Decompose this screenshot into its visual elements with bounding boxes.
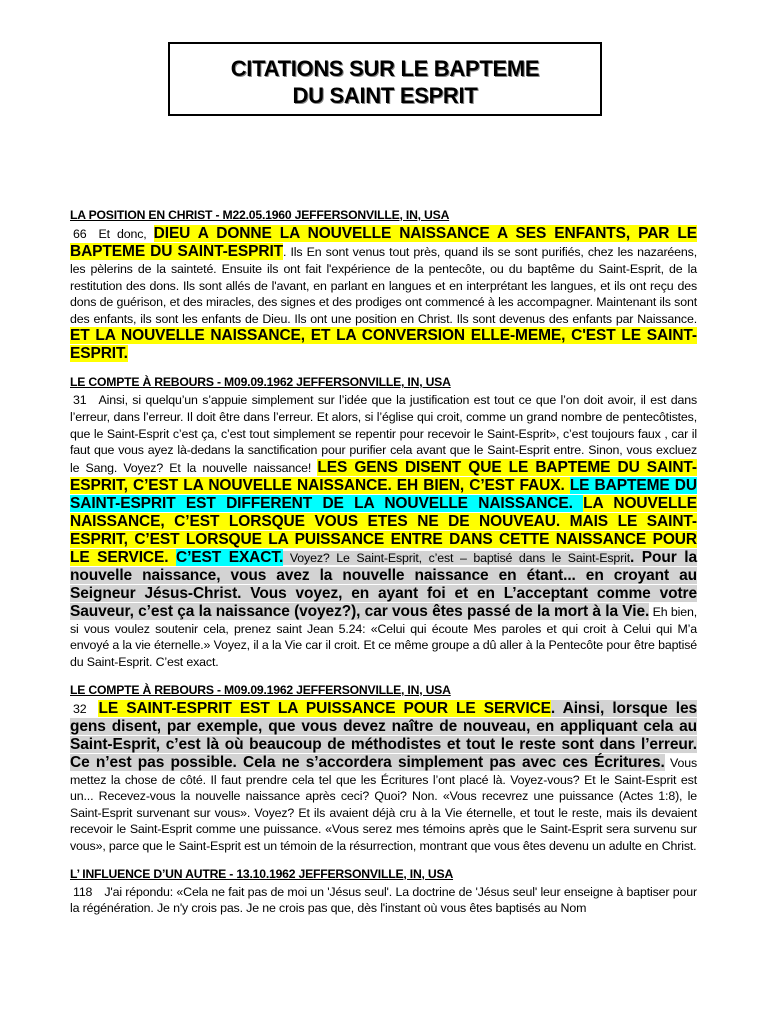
paragraph-text: J'ai répondu: «Cela ne fait pas de moi un 'Jésus seul'. La doctrine de 'Jésus seul' leur enseigne à baptiser pour la régénération. Je n'y crois pas. Je ne crois pas que, dès l'instant où vous êtes baptisés au Nom [70, 884, 697, 916]
quote-paragraph [70, 392, 697, 670]
highlighted-text: LA NOUVELLE NAISSANCE, C’EST LORSQUE VOUS ETES NE DE NOUVEAU. MAIS LE SAINT-ESPRIT, C’EST LORSQUE LA PUISSANCE ENTRE DANS CETTE NAISSANCE POUR LE SERVICE. [70, 494, 697, 566]
quote-paragraph [70, 225, 697, 363]
quote-section [70, 867, 697, 917]
paragraph-text: Et donc, [98, 227, 154, 241]
highlighted-text [573, 495, 583, 512]
quote-section [70, 375, 697, 670]
highlighted-text: Voyez? Le Saint-Esprit, c’est – baptisé dans le Saint-Esprit [283, 550, 631, 565]
highlighted-text: C’EST EXACT. [176, 548, 284, 566]
highlighted-text: LE BAPTEME DU SAINT-ESPRIT EST DIFFERENT DE LA NOUVELLE NAISSANCE. [70, 476, 697, 512]
paragraph-number: 31 [73, 393, 87, 408]
title-box [168, 42, 602, 116]
highlighted-text: . Ainsi, lorsque les gens disent, par exemple, que vous devez naître de nouveau, en appliquant cela au Saint-Esprit, c’est là où beaucoup de méthodistes et tout le reste sont dans l’erreur. Ce n’est pas possible. Cela ne s’accordera simplement pas avec ces Écritures. [70, 699, 697, 771]
section-heading: LA POSITION EN CHRIST - M22.05.1960 JEFFERSONVILLE, IN, USA [70, 208, 450, 222]
paragraph-number: 118 [73, 884, 93, 899]
highlighted-text: LE SAINT-ESPRIT EST LA PUISSANCE POUR LE SERVICE [98, 699, 551, 717]
document-body [70, 208, 697, 929]
paragraph-number: 66 [73, 227, 87, 241]
quote-section [70, 208, 697, 363]
paragraph-number: 32 [73, 701, 87, 716]
paragraph-text: Eh bien, si vous voulez soutenir cela, prenez saint Jean 5.24: «Celui qui écoute Mes paroles et qui croit à Celui qui M’a envoyé a la vie éternelle.» Voyez, il a la Vie car il croit. Et ce même groupe a dû aller à la Pentecôte pour être baptisé du Saint-Esprit. C’est exact. [70, 604, 697, 669]
quote-section [70, 683, 697, 855]
page-title-line-2: DU SAINT ESPRIT [292, 83, 478, 108]
section-heading: LE COMPTE À REBOURS - M09.09.1962 JEFFERSONVILLE, IN, USA [70, 375, 451, 390]
paragraph-text: Vous mettez la chose de côté. Il faut prendre cela tel que les Écritures l’ont placé là. Voyez-vous? Et le Saint-Esprit est un... Recevez-vous la nouvelle naissance après ceci? Quoi? Non. «Vous recevrez une puissance (Actes 1:8), le Saint-Esprit survenant sur vous». Voyez? Et ils avaient déjà cru à la Vie éternelle, et tout le reste, mais ils devaient recevoir le Saint-Esprit comme une puissance. «Vous serez mes témoins après que le Saint-Esprit sera survenu sur vous», parce que le Saint-Esprit est un témoin de la résurrection, montrant que vous êtes devenu un adulte en Christ. [70, 755, 697, 853]
paragraph-text: Ainsi, si quelqu’un s’appuie simplement sur l’idée que la justification est tout ce que l’on doit avoir, il est dans l’erreur, dans l’erreur. Il doit être dans l’erreur. Et alors, si l’église qui croit, comme un grand nombre de pentecôtistes, que le Saint-Esprit c’est ça, c’est tout simplement se repentir pour recevoir le Saint-Esprit», c’est toujours faux , car il faut que vous ayez là-dedans la sanctification pour purifier cela avant que le Saint-Esprit entre. Sinon, vous excluez le Sang. Voyez? Et la nouvelle naissance! [70, 393, 697, 475]
quote-paragraph [70, 700, 697, 855]
highlighted-text: LES GENS DISENT QUE LE BAPTEME DU SAINT-ESPRIT, C’EST LA NOUVELLE NAISSANCE. EH BIEN, C’EST FAUX. [70, 458, 697, 494]
highlighted-text: . Pour la nouvelle naissance, vous avez la nouvelle naissance en étant... en croyant au Seigneur Jésus-Christ. Vous voyez, en ayant foi et en L’acceptant comme votre Sauveur, c’est ça la naissance (voyez?), car vous êtes passé de la mort à la Vie. [70, 548, 697, 620]
highlighted-text: ET LA NOUVELLE NAISSANCE, ET LA CONVERSION ELLE-MEME, C'EST LE SAINT-ESPRIT. [70, 327, 697, 363]
section-heading: L’ INFLUENCE D’UN AUTRE - 13.10.1962 JEFFERSONVILLE, IN, USA [70, 866, 454, 881]
section-heading: LE COMPTE À REBOURS - M09.09.1962 JEFFERSONVILLE, IN, USA [70, 682, 451, 697]
page-title-line-1: CITATIONS SUR LE BAPTEME [230, 56, 540, 81]
highlighted-text: DIEU A DONNE LA NOUVELLE NAISSANCE A SES ENFANTS, PAR LE BAPTEME DU SAINT-ESPRIT [70, 225, 697, 260]
paragraph-text: . Ils En sont venus tout près, quand ils se sont purifiés, chez les nazaréens, les pèlerins de la sainteté. Ensuite ils ont fait l'expérience de la pentecôte, ou du baptême du Saint-Esprit, de la restitution des dons. Ils sont allés de l'avant, en parlant en langues et en interprétant les langues, et ils ont reçu des dons de guérison, et des miracles, des signes et des prodiges ont commencé à les accompagner. Maintenant ils sont des enfants, ils sont les enfants de Dieu. Ils ont une position en Christ. Ils sont devenus des enfants par Naissance. [70, 245, 697, 326]
quote-paragraph [70, 884, 697, 917]
